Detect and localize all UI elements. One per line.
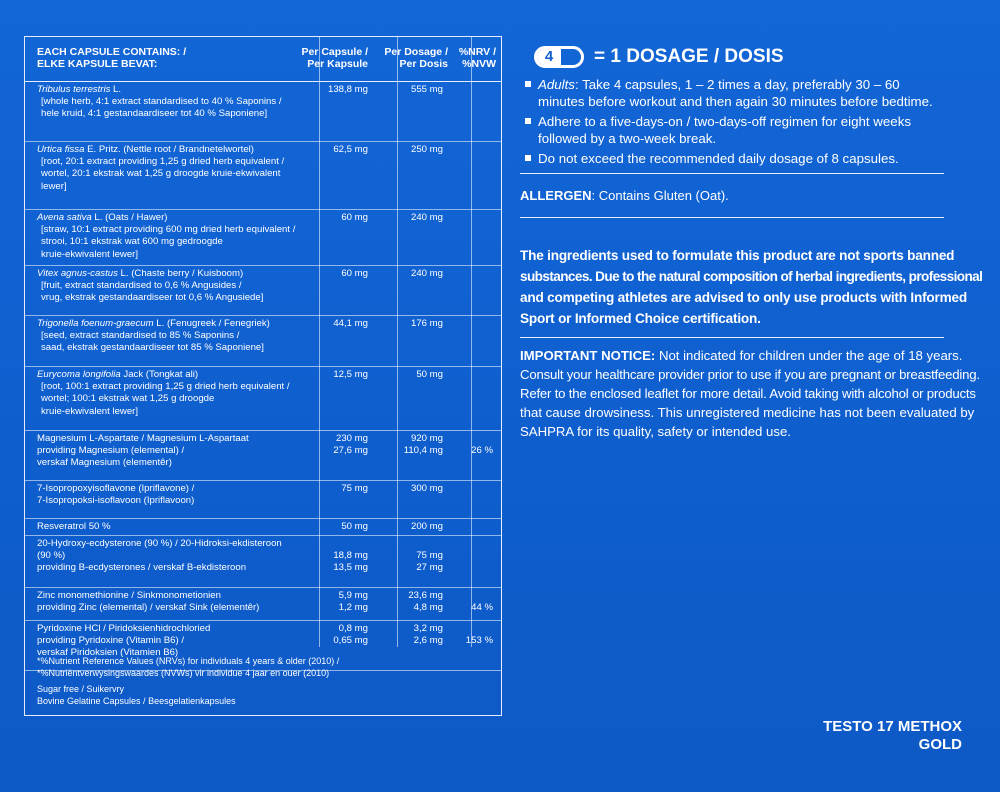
per-dosage-value-line: 4,8 mg xyxy=(413,602,443,614)
per-capsule-value-line: 0,65 mg xyxy=(333,635,368,647)
per-dosage-value xyxy=(411,268,443,280)
per-capsule-value-line: 60 mg xyxy=(341,212,368,223)
per-capsule-value-line xyxy=(333,538,368,550)
ingredient-line: [root, 100:1 extract providing 1,25 g dried herb equivalent / xyxy=(41,381,290,393)
ingredient-line: Pyridoxine HCl / Piridoksienhidrochloried xyxy=(37,623,211,634)
ingredient-text xyxy=(37,84,317,121)
table-row xyxy=(25,265,501,316)
nrv-value-line: 44 % xyxy=(471,602,493,614)
ingredient-line: [root, 20:1 extract providing 1,25 g dried herb equivalent / xyxy=(41,156,285,168)
ingredient-line: Magnesium L-Aspartate / Magnesium L-Aspartaat xyxy=(37,433,249,444)
per-capsule-value-line: 27,6 mg xyxy=(333,445,368,457)
per-dosage-value xyxy=(404,433,443,457)
table-row xyxy=(25,81,501,142)
per-capsule-value xyxy=(341,268,368,280)
allergen-info: ALLERGEN: Contains Gluten (Oat). xyxy=(520,188,729,203)
ingredient-line: wortel; 100:1 ekstrak wat 1,25 g droogde xyxy=(41,393,215,405)
dosage-header xyxy=(520,40,944,74)
table-row xyxy=(25,366,501,431)
ingredient-line: Trigonella foenum-graecum L. (Fenugreek / Fenegriek) xyxy=(37,318,270,329)
divider xyxy=(520,173,944,174)
ingredient-line: verskaf Magnesium (elementêr) xyxy=(37,457,172,469)
per-capsule-value-line: 0,8 mg xyxy=(338,623,368,634)
per-dosage-value xyxy=(411,483,443,495)
table-row xyxy=(25,315,501,367)
footnote-line: *%Nutrient Reference Values (NRVs) for individuals 4 years & older (2010) / xyxy=(37,656,340,666)
header-nrv: %NRV / %NVW xyxy=(458,46,496,70)
per-capsule-value xyxy=(339,590,368,614)
ingredient-line: 7-Isopropoksi-isoflavoon (Ipriflavoon) xyxy=(37,495,195,507)
table-row xyxy=(25,535,501,588)
ingredient-line: strooi, 10:1 ekstrak wat 600 mg gedroogde xyxy=(41,236,223,248)
ingredient-line: providing Pyridoxine (Vitamin B6) / xyxy=(37,635,184,647)
per-dosage-value xyxy=(416,369,443,381)
sports-warning: The ingredients used to formulate this product are not sports banned substances. Due to the natural composition of herbal ingredients, professional and competing athletes are advised to only use products with Informed Sport or Informed Choice certification. xyxy=(520,248,983,326)
per-capsule-value xyxy=(333,538,368,575)
nrv-value xyxy=(471,433,493,457)
per-capsule-value xyxy=(333,318,368,330)
ingredient-line: vrug, ekstrak gestandaardiseer tot 0,6 % Angusiede] xyxy=(41,292,264,304)
per-dosage-value xyxy=(411,84,443,96)
per-dosage-value xyxy=(414,623,443,647)
ingredient-line: wortel, 20:1 ekstrak wat 1,25 g droogde kruie-ekwivalent xyxy=(41,168,281,180)
per-capsule-value-line: 1,2 mg xyxy=(338,602,368,614)
table-row xyxy=(25,480,501,519)
per-capsule-value-line: 44,1 mg xyxy=(333,318,368,329)
per-capsule-value-line: 50 mg xyxy=(341,521,368,532)
nrv-value-line xyxy=(471,590,493,602)
important-notice: IMPORTANT NOTICE: Not indicated for children under the age of 18 years. Consult your healthcare provider prior to use if you are pregnant or breastfeeding. Refer to the enclosed leaflet for more detail. Avoid taking with alcohol or products that cause drowsiness. This unregistered medicine has not been evaluated by SAHPRA for its quality, safety or intended use. xyxy=(520,348,980,439)
per-dosage-value-line: 240 mg xyxy=(411,268,443,279)
per-dosage-value-line: 200 mg xyxy=(411,521,443,532)
per-capsule-value-line: 13,5 mg xyxy=(333,562,368,574)
ingredient-line: Tribulus terrestris L. xyxy=(37,84,122,95)
per-dosage-value xyxy=(411,521,443,533)
per-dosage-value xyxy=(411,144,443,156)
ingredient-line: providing Magnesium (elemental) / xyxy=(37,445,185,457)
table-row xyxy=(25,430,501,481)
per-dosage-value-line: 250 mg xyxy=(411,144,443,155)
ingredient-text xyxy=(37,538,317,575)
per-capsule-value xyxy=(333,144,368,156)
ingredient-line: [straw, 10:1 extract providing 600 mg dried herb equivalent / xyxy=(41,224,296,236)
ingredient-text xyxy=(37,318,317,355)
per-dosage-value-line: 555 mg xyxy=(411,84,443,95)
table-row xyxy=(25,518,501,536)
divider xyxy=(520,337,944,338)
ingredient-line: Eurycoma longifolia Jack (Tongkat ali) xyxy=(37,369,199,380)
per-capsule-value-line: 5,9 mg xyxy=(338,590,368,601)
per-capsule-value-line: 230 mg xyxy=(336,433,368,444)
ingredient-text xyxy=(37,144,317,193)
nrv-value xyxy=(471,590,493,614)
list-item: Do not exceed the recommended daily dosage of 8 capsules. xyxy=(520,150,944,167)
per-capsule-value-line: 138,8 mg xyxy=(327,84,368,95)
per-dosage-value-line: 2,6 mg xyxy=(413,635,443,647)
nrv-value-line: 153 % xyxy=(465,635,493,647)
ingredient-line: [fruit, extract standardised to 0,6 % Angusides / xyxy=(41,280,242,292)
per-capsule-value-line: 60 mg xyxy=(341,268,368,279)
per-capsule-value xyxy=(341,483,368,495)
per-dosage-value-line: 110,4 mg xyxy=(403,445,443,457)
per-dosage-value-line: 27 mg xyxy=(416,562,443,574)
ingredient-line: 20-Hydroxy-ecdysterone (90 %) / 20-Hidroksi-ekdisteroon xyxy=(37,538,282,549)
table-row xyxy=(25,141,501,210)
sugar-free-note: Sugar free / Suikervry xyxy=(37,684,125,694)
per-dosage-value-line: 240 mg xyxy=(411,212,443,223)
nrv-value-line xyxy=(471,433,493,445)
capsule-icon xyxy=(534,46,584,68)
header-per-capsule: Per Capsule / Per Kapsule xyxy=(301,46,368,70)
table-row xyxy=(25,587,501,621)
per-dosage-value-line: 50 mg xyxy=(416,369,443,380)
footnotes xyxy=(37,655,339,707)
nrv-value-line: 26 % xyxy=(471,445,493,457)
bullet-icon xyxy=(525,81,531,87)
dosage-title: = 1 DOSAGE / DOSIS xyxy=(594,46,784,67)
per-capsule-value-line: 62,5 mg xyxy=(333,144,368,155)
ingredient-line: lewer] xyxy=(41,180,67,192)
per-capsule-value xyxy=(328,84,368,96)
ingredient-text xyxy=(37,521,317,533)
per-dosage-value xyxy=(408,590,443,614)
ingredient-text xyxy=(37,483,317,507)
per-capsule-value xyxy=(341,521,368,533)
per-dosage-value-line: 3,2 mg xyxy=(413,623,443,634)
capsule-note: Bovine Gelatine Capsules / Beesgelatienkapsules xyxy=(37,696,236,706)
table-header xyxy=(25,37,501,82)
ingredient-line: verskaf Piridoksien (Vitamien B6) xyxy=(37,647,179,659)
directions-panel xyxy=(520,40,983,441)
bullet-icon xyxy=(525,118,531,124)
ingredient-text xyxy=(37,369,317,418)
per-dosage-value xyxy=(411,212,443,224)
ingredient-line: Avena sativa L. (Oats / Hawer) xyxy=(37,212,168,223)
directions-list xyxy=(520,76,944,167)
footnote-line: *%Nutriëntverwysingswaardes (NVWs) vir individue 4 jaar en ouer (2010) xyxy=(37,668,330,678)
per-capsule-value xyxy=(333,623,368,647)
table-row xyxy=(25,209,501,266)
nrv-value-line xyxy=(466,623,493,635)
supplement-facts-table xyxy=(24,36,502,716)
per-capsule-value-line: 18,8 mg xyxy=(333,550,368,562)
per-capsule-value xyxy=(333,433,368,457)
nrv-value xyxy=(466,623,493,647)
ingredient-text xyxy=(37,590,317,614)
per-dosage-value-line: 23,6 mg xyxy=(408,590,443,601)
per-dosage-value xyxy=(416,538,443,575)
ingredient-line: Vitex agnus-castus L. (Chaste berry / Kuisboom) xyxy=(37,268,244,279)
bullet-icon xyxy=(525,155,531,161)
ingredient-line: kruie-ekwivalent lewer] xyxy=(41,248,139,260)
ingredient-line: providing B-ecdysterones / verskaf B-ekdisteroon xyxy=(37,562,247,574)
divider xyxy=(520,217,944,218)
per-dosage-value-line: 920 mg xyxy=(411,433,443,444)
ingredient-line: Zinc monomethionine / Sinkmonometionien xyxy=(37,590,221,601)
ingredient-text xyxy=(37,433,317,470)
ingredient-line: Resveratrol 50 % xyxy=(37,521,111,532)
ingredient-text xyxy=(37,212,317,261)
ingredient-line: 7-Isopropoxyisoflavone (Ipriflavone) / xyxy=(37,483,195,494)
ingredient-text xyxy=(37,268,317,305)
per-capsule-value-line: 75 mg xyxy=(341,483,368,494)
ingredient-line: kruie-ekwivalent lewer] xyxy=(41,405,139,417)
ingredient-line: Urtica fissa E. Pritz. (Nettle root / Brandnetelwortel) xyxy=(37,144,255,155)
ingredient-line: [seed, extract standardised to 85 % Saponins / xyxy=(41,330,240,342)
header-per-dosage: Per Dosage / Per Dosis xyxy=(384,46,448,70)
per-dosage-value-line: 300 mg xyxy=(411,483,443,494)
pill-count: 4 xyxy=(537,49,561,65)
ingredient-line: (90 %) xyxy=(37,550,66,562)
per-dosage-value-line xyxy=(416,538,443,550)
ingredient-line: hele kruid, 4:1 gestandaardiseer tot 40 % Saponiene] xyxy=(41,108,268,120)
per-dosage-value-line: 176 mg xyxy=(411,318,443,329)
per-dosage-value xyxy=(411,318,443,330)
per-dosage-value-line: 75 mg xyxy=(416,550,443,562)
per-capsule-value xyxy=(333,369,368,381)
header-ingredient: EACH CAPSULE CONTAINS: / ELKE KAPSULE BEVAT: xyxy=(37,46,187,70)
ingredient-line: saad, ekstrak gestandaardiseer tot 85 % Saponiene] xyxy=(41,342,264,354)
list-item: Adhere to a five-days-on / two-days-off regimen for eight weeks followed by a two-week break. xyxy=(520,113,944,147)
ingredient-line: [whole herb, 4:1 extract standardised to 40 % Saponins / xyxy=(41,96,282,108)
per-capsule-value-line: 12,5 mg xyxy=(333,369,368,380)
ingredient-line: providing Zinc (elemental) / verskaf Sink (elementêr) xyxy=(37,602,260,614)
list-item: Adults: Take 4 capsules, 1 – 2 times a day, preferably 30 – 60 minutes before workout and then again 30 minutes before bedtime. xyxy=(520,76,944,110)
product-name: TESTO 17 METHOX GOLD xyxy=(823,718,962,753)
per-capsule-value xyxy=(341,212,368,224)
